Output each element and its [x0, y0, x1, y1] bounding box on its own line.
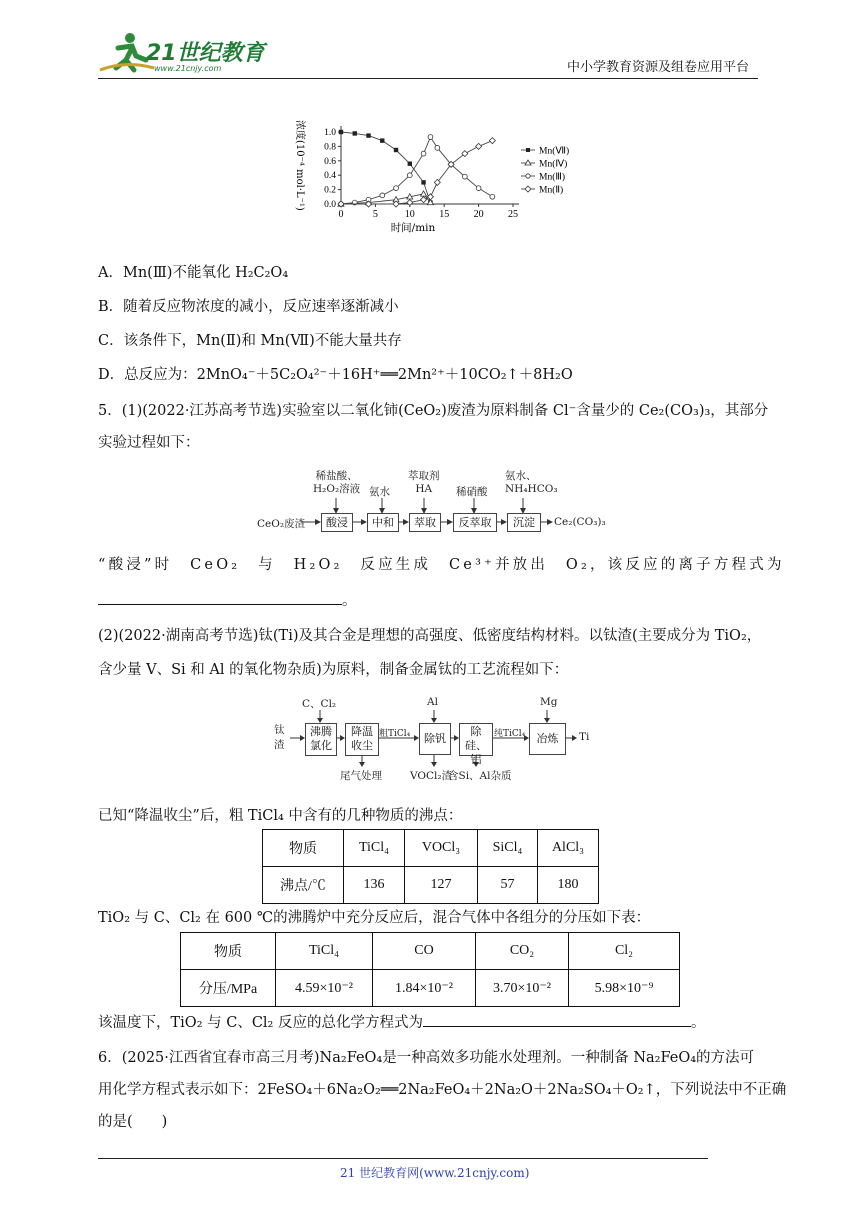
data-point	[407, 200, 413, 206]
q6-line2: 用化学方程式表示如下：2FeSO₄＋6Na₂O₂══2Na₂FeO₄＋2Na₂O＋2Na₂SO₄＋O₂↑，下列说法中不正确	[98, 1082, 787, 1098]
table-cell: CO	[373, 933, 476, 970]
y-axis-label: 浓度(10⁻⁴ mol·L⁻¹)	[294, 120, 305, 211]
table-cell: TiCl₄	[276, 933, 373, 970]
table-row	[181, 933, 680, 970]
x-axis-label: 时间/min	[390, 222, 436, 234]
data-point	[408, 161, 412, 165]
data-point	[462, 174, 467, 179]
table-cell: CO₂	[476, 933, 569, 970]
answer-blank-2[interactable]	[423, 1012, 691, 1027]
data-point	[421, 197, 427, 203]
q5-part1-line1: 5．(1)(2022·江苏高考节选)实验室以二氧化铈(CeO₂)废渣为原料制备 Cl⁻含量少的 Ce₂(CO₃)₃，其部分	[98, 403, 769, 419]
legend-marker	[525, 186, 531, 192]
footer-rule	[98, 1158, 708, 1159]
q6-line1: 6．(2025·江西省宜春市高三月考)Na₂FeO₄是一种高效多功能水处理剂。一种制备 Na₂FeO₄的方法可	[98, 1050, 755, 1066]
table-cell: 57	[478, 867, 538, 904]
table-cell: 物质	[181, 933, 276, 970]
x-tick-label: 20	[473, 209, 484, 220]
flow1-step-1: 酸浸	[321, 513, 353, 532]
flow2-step-1: 沸腾氯化	[305, 723, 337, 756]
q5-final-text: 该温度下，TiO₂ 与 C、Cl₂ 反应的总化学方程式为	[98, 1015, 423, 1031]
flow2-top-3: Mg	[540, 696, 558, 708]
data-point	[421, 180, 425, 184]
flow1-step-2: 中和	[367, 513, 399, 532]
legend-marker	[526, 174, 530, 178]
y-tick-label: 0.6	[324, 156, 336, 167]
logo-text: 21世纪教育	[146, 41, 265, 66]
data-point	[394, 148, 398, 152]
data-point	[428, 135, 433, 140]
logo	[96, 30, 266, 78]
data-point	[489, 138, 495, 144]
data-point	[427, 194, 433, 200]
legend-label: Mn(Ⅳ)	[539, 159, 568, 170]
table-cell: Cl₂	[569, 933, 680, 970]
table-row	[263, 830, 599, 867]
y-tick-label: 0.2	[324, 185, 336, 196]
q5-part2-line1: (2)(2022·湖南高考节选)钛(Ti)及其合金是理想的高强度、低密度结构材料。以钛渣(主要成分为 TiO₂，	[98, 628, 762, 644]
y-tick-label: 0.4	[324, 171, 336, 182]
data-point	[435, 145, 440, 150]
series-line	[341, 132, 430, 203]
flow2-bottom-2: VOCl₂渣	[410, 770, 453, 782]
flow1-reagent-2: 氨水	[369, 486, 390, 498]
flow1-step-5: 沉淀	[507, 513, 541, 532]
data-point	[490, 194, 495, 199]
q6-line3: 的是( )	[98, 1114, 168, 1130]
table-cell: SiCl₄	[478, 830, 538, 867]
y-tick-label: 1.0	[324, 128, 336, 138]
data-point	[476, 143, 482, 149]
table-cell: AlCl₃	[538, 830, 599, 867]
data-point	[394, 186, 399, 191]
flow2-step-3: 除钒	[419, 723, 451, 755]
data-point	[380, 193, 385, 198]
option-c: C．该条件下，Mn(Ⅱ)和 Mn(Ⅶ)不能大量共存	[98, 333, 402, 349]
table-row	[263, 867, 599, 904]
platform-name: 中小学教育资源及组卷应用平台	[567, 60, 750, 75]
flow2-start: 钛渣	[274, 724, 285, 751]
flow1-step-3: 萃取	[409, 513, 441, 532]
flow2-top-1: C、Cl₂	[302, 698, 337, 710]
header-rule	[98, 78, 758, 79]
flow1-start: CeO₂废渣	[257, 518, 306, 530]
flow1-reagent-3: 萃取剂 HA	[408, 470, 440, 495]
table-cell: 沸点/℃	[263, 867, 344, 904]
flow2-bottom-3: 含Si、Al杂质	[448, 770, 512, 782]
data-point	[353, 131, 357, 135]
q5-final: 该温度下，TiO₂ 与 C、Cl₂ 反应的总化学方程式为 。	[98, 1012, 705, 1033]
flowchart-ce	[255, 468, 615, 538]
flow2-step-2: 降温收尘	[345, 723, 379, 756]
data-point	[339, 130, 343, 134]
table-cell: TiCl₄	[344, 830, 405, 867]
flow2-top-2: Al	[427, 696, 438, 708]
table-cell: 5.98×10⁻⁹	[569, 970, 680, 1007]
flow2-end: Ti	[579, 731, 590, 743]
data-point	[421, 191, 427, 196]
flow1-reagent-1: 稀盐酸、 H₂O₂溶液	[313, 470, 361, 495]
data-point	[407, 173, 412, 178]
option-b: B．随着反应物浓度的减小，反应速率逐渐减小	[98, 299, 399, 315]
data-point	[421, 151, 426, 156]
series-line	[341, 137, 492, 204]
flow2-bottom-1: 尾气处理	[340, 770, 382, 782]
table-cell: 3.70×10⁻²	[476, 970, 569, 1007]
flow1-reagent-4: 稀硝酸	[456, 486, 488, 498]
x-tick-label: 5	[372, 209, 378, 220]
legend-marker	[526, 148, 530, 152]
flow2-arrow-label-1: 粗TiCl₄	[379, 729, 411, 739]
data-point	[366, 133, 370, 137]
flow2-step-5: 冶炼	[529, 723, 566, 755]
flow1-end: Ce₂(CO₃)₃	[554, 516, 606, 528]
flow1-reagent-5: 氨水、 NH₄HCO₃	[505, 470, 558, 495]
flowchart-ti	[270, 696, 600, 786]
table-cell: 180	[538, 867, 599, 904]
concentration-chart	[285, 112, 605, 244]
q5-part2-line2: 含少量 V、Si 和 Al 的氧化物杂质)为原料，制备金属钛的工艺流程如下：	[98, 662, 569, 678]
q5-part1-answer: 。	[98, 590, 357, 611]
q5-known: 已知“降温收尘”后，粗 TiCl₄ 中含有的几种物质的沸点：	[98, 808, 463, 824]
q5-part1-line2: 实验过程如下：	[98, 435, 200, 451]
footer-text: 21 世纪教育网(www.21cnjy.com)	[340, 1166, 530, 1180]
table-cell: 136	[344, 867, 405, 904]
data-point	[380, 138, 384, 142]
x-tick-label: 10	[404, 209, 415, 220]
q5-intro2: TiO₂ 与 C、Cl₂ 在 600 ℃的沸腾炉中充分反应后，混合气体中各组分的分压如下表：	[98, 910, 651, 926]
table-cell: 4.59×10⁻²	[276, 970, 373, 1007]
table-row	[181, 970, 680, 1007]
x-tick-label: 15	[439, 209, 450, 220]
logo-url: www.21cnjy.com	[154, 64, 222, 73]
answer-blank-1[interactable]	[98, 590, 342, 605]
y-tick-label: 0.8	[324, 142, 336, 153]
option-d: D．总反应为：2MnO₄⁻＋5C₂O₄²⁻＋16H⁺══2Mn²⁺＋10CO₂↑＋8H₂O	[98, 367, 573, 383]
legend-label: Mn(Ⅱ)	[539, 185, 564, 196]
table-cell: 1.84×10⁻²	[373, 970, 476, 1007]
table-cell: 分压/MPa	[181, 970, 276, 1007]
partial-pressure-table	[180, 932, 680, 1007]
q5-part1-question: “酸浸”时 CeO₂ 与 H₂O₂ 反应生成 Ce³⁺并放出 O₂，该反应的离子方程式为	[98, 557, 785, 573]
x-tick-label: 0	[338, 209, 344, 220]
table-cell: 127	[405, 867, 478, 904]
y-tick-label: 0.0	[324, 200, 336, 210]
flow1-step-4: 反萃取	[453, 513, 497, 532]
boiling-point-table	[262, 829, 599, 904]
legend-marker	[525, 160, 531, 165]
data-point	[476, 186, 481, 191]
option-a: A．Mn(Ⅲ)不能氧化 H₂C₂O₄	[98, 265, 289, 281]
x-tick-label: 25	[508, 209, 518, 220]
legend-label: Mn(Ⅶ)	[539, 146, 570, 157]
flow2-arrow-label-2: 纯TiCl₄	[494, 729, 526, 739]
table-cell: 物质	[263, 830, 344, 867]
table-cell: VOCl₃	[405, 830, 478, 867]
legend-label: Mn(Ⅲ)	[539, 172, 566, 183]
flow2-step-4: 除硅、铝	[459, 723, 493, 756]
